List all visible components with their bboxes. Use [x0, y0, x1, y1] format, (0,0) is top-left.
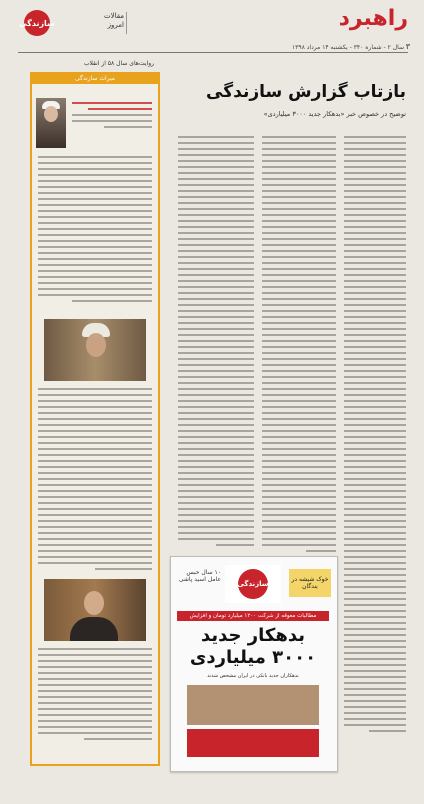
article-subhead: توضیح در خصوص خبر «بدهکار جدید ۳۰۰۰ میلیاردی»: [263, 110, 406, 118]
dateline: سال ۲ - شماره ۳۴۰ - یکشنبه ۱۴ مرداد ۱۳۹۸: [291, 44, 404, 51]
inset-logo: سازندگی: [225, 565, 281, 603]
inset-headline: بدهکار جدید ۳۰۰۰ میلیاردی: [189, 625, 317, 668]
article-column-1: [344, 136, 406, 736]
inset-side-story: ۱۰ سال حبس عامل اسید پاشی: [178, 569, 221, 583]
sidebar-text-block-3: [38, 648, 152, 744]
divider: [126, 12, 127, 34]
inset-side-box: خوک شیشه در بندگان: [289, 569, 331, 597]
sidebar-header: میراث سازندگی: [32, 74, 158, 84]
sidebar-intro-text: [72, 102, 152, 132]
masthead: [0, 0, 424, 51]
sidebar-text-block-1: [38, 156, 152, 306]
page-number: ۳: [405, 42, 410, 51]
portrait-photo-3: [44, 579, 146, 641]
inset-red-block: [187, 729, 319, 757]
sidebar-label: روایت‌های سال ۵۸ از انقلاب: [83, 60, 154, 67]
portrait-photo-1: [36, 98, 66, 148]
article-column-2: [262, 136, 336, 556]
sidebar-text-block-2: [38, 388, 152, 574]
section-subtitle: مقالات امروز: [103, 12, 124, 29]
header-rule: [18, 52, 408, 53]
newspaper-logo: سازندگی: [24, 10, 50, 36]
article-headline: بازتاب گزارش سازندگی: [206, 82, 406, 102]
front-page-inset: [170, 556, 338, 772]
inset-photo: [187, 685, 319, 725]
inset-red-bar: مطالبات معوقه از شرکت ۱۲۰۰ میلیارد تومان و افزایش: [177, 611, 329, 621]
portrait-photo-2: [44, 319, 146, 381]
article-column-3: [178, 136, 254, 550]
sidebar-column: [30, 60, 160, 766]
section-title: راهبرد: [338, 6, 408, 31]
inset-caption: بدهکاران جدید بانکی در ایران مشخص شدند: [207, 673, 299, 679]
